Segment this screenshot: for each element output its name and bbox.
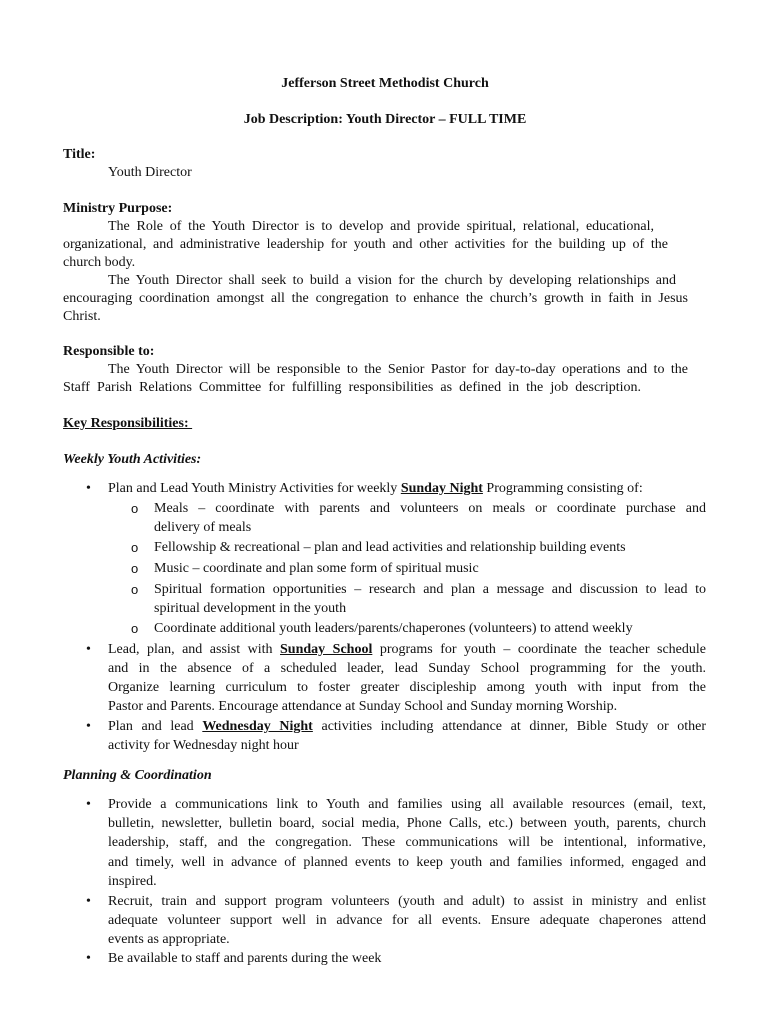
planning-bullet-1-line: bulletin, newsletter, bulletin board, social media, Phone Calls, etc.) between youth, parents, church — [108, 816, 706, 831]
sub-item: Meals – coordinate with parents and volunteers on meals or coordinate purchase and — [154, 501, 706, 516]
key-responsibilities-heading: Key Responsibilities: — [63, 416, 193, 431]
weekly-bullet-3-line: activity for Wednesday night hour — [108, 738, 299, 753]
bullet-icon: • — [86, 719, 91, 734]
circle-bullet-icon: o — [131, 561, 139, 576]
church-name: Jefferson Street Methodist Church — [281, 76, 489, 91]
weekly-bullet-3 — [108, 718, 706, 736]
bullet-text: Lead, plan, and assist with — [108, 642, 281, 657]
ministry-purpose-line: church body. — [63, 255, 136, 270]
planning-heading: Planning & Coordination — [63, 768, 212, 783]
responsible-to-heading: Responsible to: — [63, 344, 155, 359]
circle-bullet-icon: o — [131, 540, 139, 555]
ministry-purpose-line: organizational, and administrative leadership for youth and other activities for the building up of the — [63, 237, 668, 252]
circle-bullet-icon: o — [131, 582, 139, 597]
responsible-to-line: Staff Parish Relations Committee for fulfilling responsibilities as defined in the job description. — [63, 380, 641, 395]
sunday-school-emphasis: Sunday School — [280, 642, 373, 657]
bullet-text: activities including attendance at dinner, Bible Study or other — [312, 719, 707, 734]
weekly-bullet-2 — [108, 641, 706, 659]
planning-bullet-2-line: adequate volunteer support well in advance for all events. Ensure adequate chaperones attend — [108, 913, 706, 928]
bullet-text: Plan and Lead Youth Ministry Activities for weekly — [108, 481, 401, 496]
bullet-text: programs for youth – coordinate the teacher schedule — [372, 642, 706, 657]
weekly-bullet-2-line: Pastor and Parents. Encourage attendance at Sunday School and Sunday morning Worship. — [108, 699, 618, 714]
sub-item-continued: spiritual development in the youth — [154, 601, 347, 616]
sub-item: Spiritual formation opportunities – research and plan a message and discussion to lead to — [154, 582, 706, 597]
planning-bullet-1-line: leadership, staff, and the congregation. These communications will be intentional, informative, — [108, 835, 706, 850]
sub-item: Music – coordinate and plan some form of spiritual music — [154, 561, 479, 576]
bullet-icon: • — [86, 894, 91, 909]
circle-bullet-icon: o — [131, 621, 139, 636]
bullet-text: Programming consisting of: — [482, 481, 643, 496]
planning-bullet-1-line: Provide a communications link to Youth and families using all available resources (email, text, — [108, 797, 706, 812]
planning-bullet-2-line: events as appropriate. — [108, 932, 230, 947]
weekly-bullet-1 — [108, 480, 643, 498]
ministry-purpose-heading: Ministry Purpose: — [63, 201, 173, 216]
planning-bullet-2-line: Recruit, train and support program volunteers (youth and adult) to assist in ministry and enlist — [108, 894, 706, 909]
planning-bullet-3: Be available to staff and parents during the week — [108, 951, 382, 966]
circle-bullet-icon: o — [131, 501, 139, 516]
ministry-purpose-line: encouraging coordination amongst all the congregation to enhance the church’s growth in faith in Jesus — [63, 291, 688, 306]
wednesday-night-emphasis: Wednesday Night — [202, 719, 313, 734]
bullet-icon: • — [86, 481, 91, 496]
sub-item-continued: delivery of meals — [154, 520, 252, 535]
bullet-text: Plan and lead — [108, 719, 203, 734]
weekly-bullet-2-line: and in the absence of a scheduled leader, lead Sunday School programming for the youth. — [108, 661, 706, 676]
planning-bullet-1-line: and timely, well in advance of planned events to keep youth and families informed, engaged and — [108, 855, 706, 870]
weekly-heading: Weekly Youth Activities: — [63, 452, 202, 467]
ministry-purpose-line: Christ. — [63, 309, 101, 324]
title-value: Youth Director — [108, 165, 192, 180]
job-description-title: Job Description: Youth Director – FULL TIME — [243, 112, 527, 127]
sub-item: Coordinate additional youth leaders/parents/chaperones (volunteers) to attend weekly — [154, 621, 633, 636]
planning-bullet-1-line: inspired. — [108, 874, 157, 889]
bullet-icon: • — [86, 951, 91, 966]
responsible-to-line: The Youth Director will be responsible to the Senior Pastor for day-to-day operations and to the — [108, 362, 688, 377]
title-heading: Title: — [63, 147, 96, 162]
weekly-bullet-2-line: Organize learning curriculum to foster greater discipleship among youth with input from the — [108, 680, 706, 695]
bullet-icon: • — [86, 642, 91, 657]
bullet-icon: • — [86, 797, 91, 812]
ministry-purpose-line: The Youth Director shall seek to build a vision for the church by developing relationships and — [108, 273, 676, 288]
sub-item: Fellowship & recreational – plan and lead activities and relationship building events — [154, 540, 626, 555]
sunday-night-emphasis: Sunday Night — [400, 481, 483, 496]
ministry-purpose-line: The Role of the Youth Director is to develop and provide spiritual, relational, educational, — [108, 219, 654, 234]
